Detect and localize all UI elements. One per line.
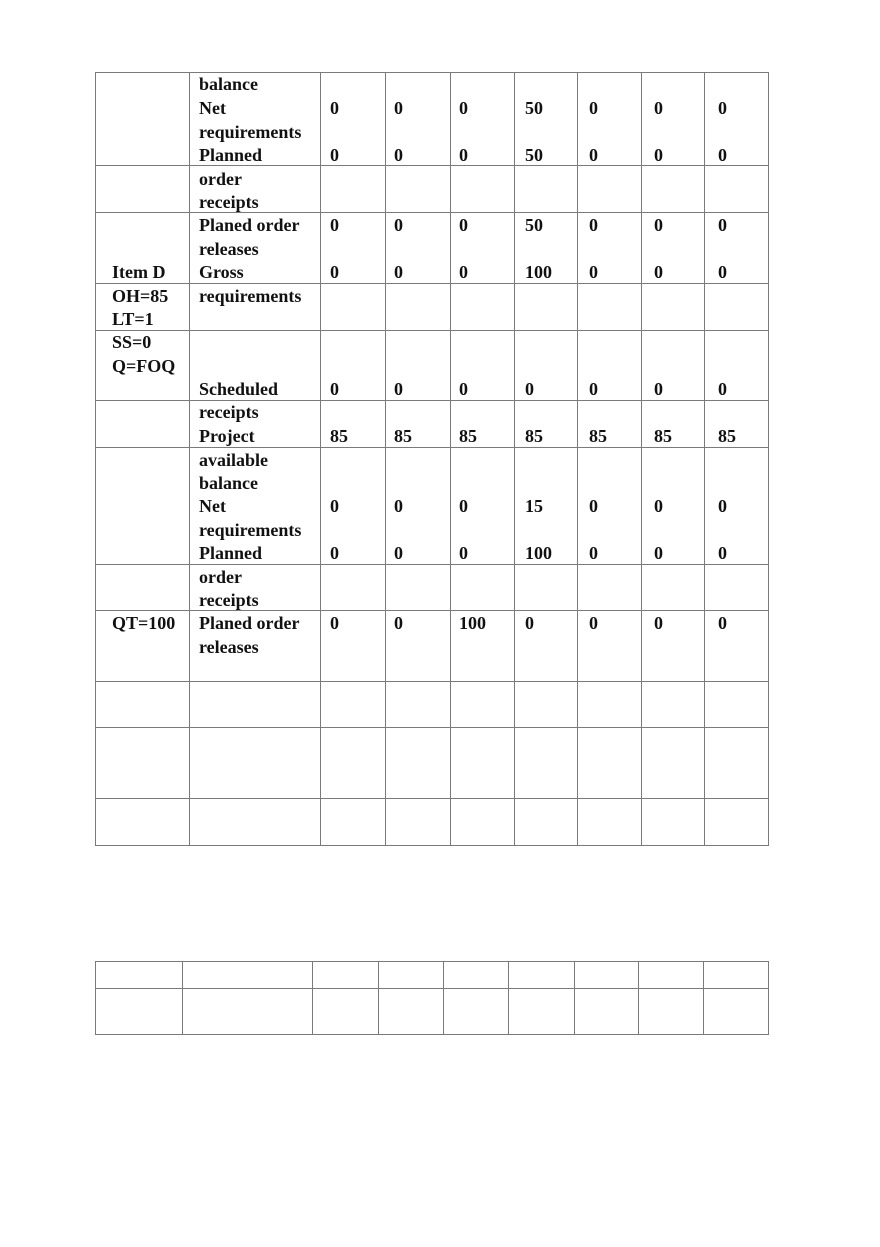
table-rule: [312, 961, 313, 1035]
table-cell: 0: [330, 98, 339, 118]
table-rule: [95, 212, 769, 213]
row-label-planed-release: Planed order: [199, 613, 300, 633]
row-label-balance: balance: [199, 74, 259, 94]
table-cell: 0: [330, 215, 339, 235]
table-cell: 85: [718, 426, 736, 446]
table-cell: 100: [525, 543, 552, 563]
row-label-net: Net: [199, 496, 226, 516]
param-safety-stock: SS=0: [112, 332, 152, 352]
table-cell: 0: [654, 543, 663, 563]
table-rule: [508, 961, 509, 1035]
row-label-planed-release: Planed order: [199, 215, 300, 235]
row-label-net-cont: requirements: [199, 122, 302, 142]
table-rule: [189, 72, 190, 846]
table-rule: [450, 72, 451, 846]
table-cell: 85: [654, 426, 672, 446]
table-rule: [95, 330, 769, 331]
row-label-planned-cont: order: [199, 169, 242, 189]
table-rule: [95, 564, 769, 565]
table-cell: 0: [394, 145, 403, 165]
table-rule: [95, 727, 769, 728]
param-lead-time: LT=1: [112, 309, 154, 329]
table-cell: 0: [459, 543, 468, 563]
row-label-scheduled-cont: receipts: [199, 402, 259, 422]
table-cell: 0: [459, 98, 468, 118]
param-on-hand: OH=85: [112, 286, 169, 306]
table-cell: 0: [394, 262, 403, 282]
table-cell: 0: [654, 262, 663, 282]
row-label-planned-cont: receipts: [199, 192, 259, 212]
table-cell: 0: [718, 262, 727, 282]
row-label-gross: Gross: [199, 262, 244, 282]
table-cell: 0: [718, 98, 727, 118]
table-cell: 85: [330, 426, 348, 446]
table-rule: [95, 72, 96, 846]
item-label: Item D: [112, 262, 166, 282]
table-cell: 0: [718, 145, 727, 165]
table-rule: [378, 961, 379, 1035]
table-rule: [768, 72, 769, 846]
table-rule: [95, 988, 769, 989]
table-rule: [385, 72, 386, 846]
table-cell: 85: [589, 426, 607, 446]
table-rule: [703, 961, 704, 1035]
table-cell: 85: [459, 426, 477, 446]
row-label-project: Project: [199, 426, 255, 446]
table-rule: [95, 961, 96, 1035]
table-cell: 0: [394, 543, 403, 563]
row-label-planned: Planned: [199, 543, 263, 563]
table-cell: 0: [589, 543, 598, 563]
table-cell: 0: [589, 215, 598, 235]
table-cell: 0: [459, 215, 468, 235]
table-cell: 0: [654, 613, 663, 633]
table-rule: [95, 961, 769, 962]
table-cell: 0: [394, 613, 403, 633]
table-rule: [443, 961, 444, 1035]
table-cell: 0: [330, 262, 339, 282]
table-rule: [320, 72, 321, 846]
table-cell: 100: [459, 613, 486, 633]
table-rule: [95, 1034, 769, 1035]
table-cell: 0: [718, 496, 727, 516]
table-cell: 0: [589, 496, 598, 516]
table-rule: [95, 72, 769, 73]
table-cell: 50: [525, 215, 543, 235]
table-rule: [704, 72, 705, 846]
table-cell: 0: [654, 379, 663, 399]
table-cell: 0: [654, 145, 663, 165]
table-rule: [95, 283, 769, 284]
table-cell: 0: [654, 215, 663, 235]
row-label-planed-release-cont: releases: [199, 239, 259, 259]
table-rule: [638, 961, 639, 1035]
table-cell: 0: [654, 98, 663, 118]
table-rule: [95, 610, 769, 611]
table-rule: [95, 798, 769, 799]
table-rule: [574, 961, 575, 1035]
table-cell: 0: [718, 613, 727, 633]
table-cell: 0: [718, 215, 727, 235]
row-label-planed-release-cont: releases: [199, 637, 259, 657]
row-label-net-cont: requirements: [199, 520, 302, 540]
table-cell: 0: [330, 496, 339, 516]
table-rule: [95, 681, 769, 682]
param-lot-size-rule: Q=FOQ: [112, 356, 176, 376]
table-cell: 0: [394, 215, 403, 235]
table-cell: 0: [394, 379, 403, 399]
row-label-scheduled: Scheduled: [199, 379, 279, 399]
table-rule: [95, 165, 769, 166]
table-rule: [95, 845, 769, 846]
table-cell: 0: [330, 613, 339, 633]
param-order-quantity: QT=100: [112, 613, 176, 633]
table-cell: 15: [525, 496, 543, 516]
row-label-planned: Planned: [199, 145, 263, 165]
table-cell: 50: [525, 145, 543, 165]
table-cell: 0: [459, 145, 468, 165]
table-cell: 0: [718, 543, 727, 563]
table-rule: [577, 72, 578, 846]
table-cell: 50: [525, 98, 543, 118]
table-cell: 0: [589, 613, 598, 633]
table-cell: 0: [394, 98, 403, 118]
table-cell: 0: [330, 543, 339, 563]
row-label-project-cont: balance: [199, 473, 259, 493]
table-cell: 100: [525, 262, 552, 282]
row-label-planned-cont: order: [199, 567, 242, 587]
row-label-planned-cont: receipts: [199, 590, 259, 610]
table-cell: 85: [394, 426, 412, 446]
table-cell: 0: [718, 379, 727, 399]
table-rule: [514, 72, 515, 846]
table-cell: 0: [394, 496, 403, 516]
table-cell: 0: [654, 496, 663, 516]
table-cell: 0: [589, 98, 598, 118]
table-cell: 85: [525, 426, 543, 446]
row-label-net: Net: [199, 98, 226, 118]
table-cell: 0: [589, 145, 598, 165]
table-rule: [768, 961, 769, 1035]
row-label-project-cont: available: [199, 450, 269, 470]
table-cell: 0: [330, 379, 339, 399]
table-cell: 0: [330, 145, 339, 165]
table-cell: 0: [589, 379, 598, 399]
table-rule: [182, 961, 183, 1035]
table-rule: [95, 400, 769, 401]
table-cell: 0: [525, 613, 534, 633]
table-cell: 0: [459, 496, 468, 516]
table-cell: 0: [459, 379, 468, 399]
table-rule: [641, 72, 642, 846]
table-cell: 0: [525, 379, 534, 399]
row-label-gross-cont: requirements: [199, 286, 302, 306]
table-cell: 0: [459, 262, 468, 282]
table-cell: 0: [589, 262, 598, 282]
